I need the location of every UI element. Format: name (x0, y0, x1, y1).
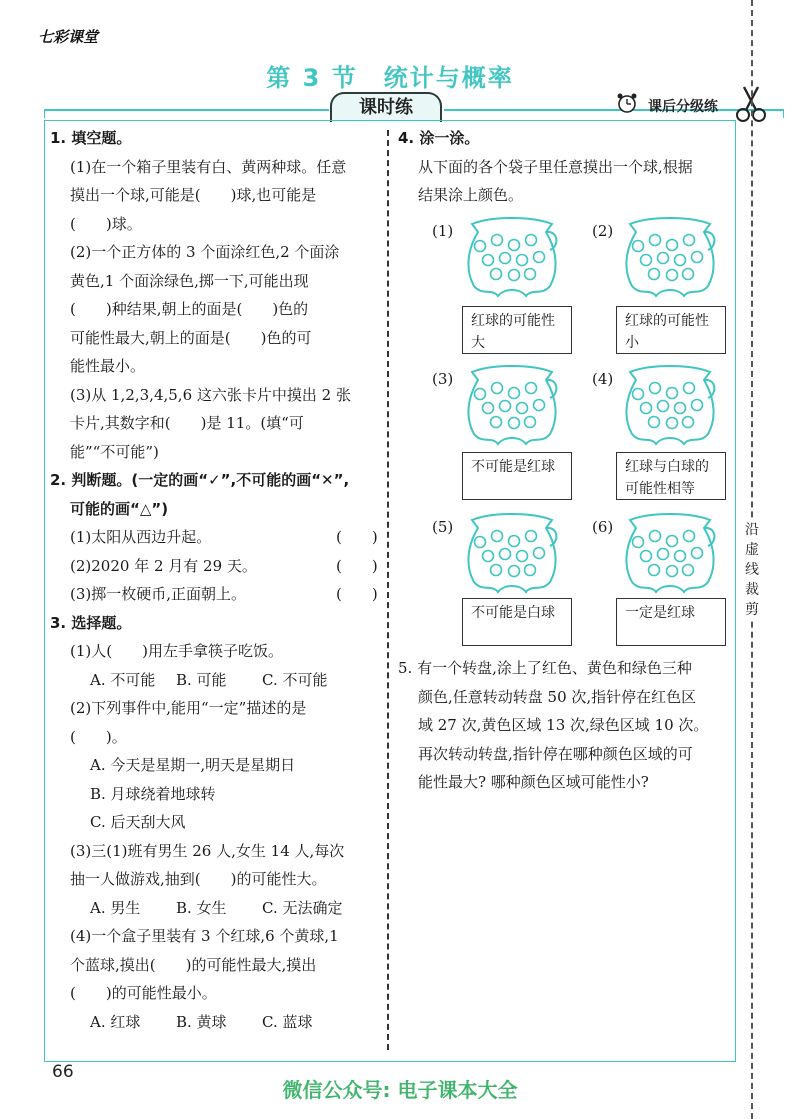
ball[interactable] (509, 240, 520, 251)
q3-sub: 个蓝球,摸出( )的可能性最大,摸出 (70, 955, 317, 974)
ball[interactable] (525, 417, 536, 428)
q2-heading: 2. 判断题。(一定的画“✓”,不可能的画“✕”, (50, 471, 350, 489)
right-column (398, 124, 730, 210)
ball[interactable] (667, 566, 678, 577)
alarm-clock-icon (616, 92, 638, 114)
ball[interactable] (675, 255, 686, 266)
ball[interactable] (675, 403, 686, 414)
ball[interactable] (475, 241, 486, 252)
q5-line: 颜色,任意转动转盘 50 次,指针停在红色区 (418, 687, 697, 706)
answer-paren[interactable]: ( ) (336, 585, 378, 603)
ball[interactable] (650, 235, 661, 246)
column-divider (387, 130, 389, 1050)
q3-option[interactable]: A. 今天是星期一,明天是星期日 (90, 756, 296, 774)
q5-line: 域 27 次,黄色区域 13 次,绿色区域 10 次。 (418, 716, 709, 734)
bag-number: (1) (432, 222, 454, 240)
q2-item: (3)掷一枚硬币,正面朝上。 ( ) (50, 580, 382, 609)
ball[interactable] (509, 566, 520, 577)
ball[interactable] (483, 403, 494, 414)
q3-option[interactable]: B. 月球绕着地球转 (90, 784, 216, 803)
ball[interactable] (491, 417, 502, 428)
ball[interactable] (658, 401, 669, 412)
ball[interactable] (509, 270, 520, 281)
cut-note: 沿虚线裁剪 (742, 520, 762, 620)
ball[interactable] (641, 255, 652, 266)
ball-bag-icon (620, 360, 720, 450)
ball[interactable] (509, 418, 520, 429)
q3-sub: (2)下列事件中,能用“一定”描述的是 (70, 699, 307, 717)
ball[interactable] (492, 383, 503, 394)
bag-number: (6) (592, 518, 614, 536)
left-column (50, 124, 382, 1036)
bag-caption: 一定是红球 (616, 598, 726, 646)
ball[interactable] (475, 537, 486, 548)
q3-options: A. 不可能 B. 可能 C. 不可能 (90, 670, 328, 689)
q3-options: A. 男生 B. 女生 C. 无法确定 (90, 898, 343, 917)
ball[interactable] (684, 235, 695, 246)
ball[interactable] (683, 417, 694, 428)
ball[interactable] (667, 270, 678, 281)
ball[interactable] (658, 549, 669, 560)
q1-line: ( )种结果,朝上的面是( )色的 (70, 300, 309, 318)
ball[interactable] (692, 548, 703, 559)
q3-sub: 抽一人做游戏,抽到( )的可能性大。 (70, 870, 327, 888)
q1-heading: 1. 填空题。 (50, 129, 132, 147)
ball[interactable] (500, 253, 511, 264)
q5-line: 再次转动转盘,指针停在哪种颜色区域的可 (418, 744, 693, 763)
q4-line: 结果涂上颜色。 (418, 186, 524, 204)
ball[interactable] (517, 551, 528, 562)
ball[interactable] (683, 269, 694, 280)
ball[interactable] (633, 537, 644, 548)
bag-number: (5) (432, 518, 454, 536)
q3-heading: 3. 选择题。 (50, 613, 132, 632)
ball[interactable] (517, 403, 528, 414)
ball[interactable] (650, 531, 661, 542)
q1-line: 黄色,1 个面涂绿色,掷一下,可能出现 (70, 271, 309, 290)
page-number: 66 (52, 1062, 74, 1082)
ball[interactable] (509, 536, 520, 547)
ball[interactable] (500, 549, 511, 560)
ball[interactable] (649, 417, 660, 428)
q4-line: 从下面的各个袋子里任意摸出一个球,根据 (418, 157, 693, 176)
q1-line: (1)在一个箱子里装有白、黄两种球。任意 (70, 157, 347, 176)
ball[interactable] (633, 389, 644, 400)
ball[interactable] (475, 389, 486, 400)
ball[interactable] (667, 240, 678, 251)
ball[interactable] (491, 269, 502, 280)
q3-sub: ( )。 (70, 727, 127, 746)
q1-line: 摸出一个球,可能是( )球,也可能是 (70, 186, 317, 204)
q4-heading: 4. 涂一涂。 (398, 129, 480, 147)
ball[interactable] (641, 403, 652, 414)
ball[interactable] (649, 565, 660, 576)
q2-heading-cont: 可能的画“△”) (70, 499, 169, 518)
q3-sub: (1)人( )用左手拿筷子吃饭。 (70, 642, 283, 660)
ball[interactable] (684, 531, 695, 542)
aux-label: 课后分级练 (648, 99, 718, 115)
ball[interactable] (525, 269, 536, 280)
q2-item: (2)2020 年 2 月有 29 天。 ( ) (50, 552, 382, 581)
bag-number: (2) (592, 222, 614, 240)
ball[interactable] (483, 255, 494, 266)
ball[interactable] (650, 383, 661, 394)
ball[interactable] (683, 565, 694, 576)
answer-paren[interactable]: ( ) (336, 528, 378, 546)
ball-bag-icon (462, 360, 562, 450)
q1-line: 能”“不可能”) (70, 442, 159, 461)
q3-option[interactable]: C. 后天刮大风 (90, 813, 186, 831)
ball[interactable] (500, 401, 511, 412)
ball[interactable] (534, 252, 545, 263)
bag-caption: 不可能是白球 (462, 598, 572, 646)
lesson-badge: 课时练 (330, 92, 442, 122)
bag-number: (3) (432, 370, 454, 388)
footer-watermark: 微信公众号: 电子课本大全 (282, 1078, 518, 1102)
ball[interactable] (641, 551, 652, 562)
ball[interactable] (684, 383, 695, 394)
q5-line: 5. 有一个转盘,涂上了红色、黄色和绿色三种 (398, 659, 692, 677)
ball[interactable] (692, 252, 703, 263)
ball[interactable] (509, 388, 520, 399)
q5-block (398, 654, 730, 797)
bag-number: (4) (592, 370, 614, 388)
q1-line: (3)从 1,2,3,4,5,6 这六张卡片中摸出 2 张 (70, 385, 351, 404)
ball[interactable] (534, 400, 545, 411)
ball[interactable] (526, 383, 537, 394)
ball[interactable] (526, 235, 537, 246)
q1-line: (2)一个正方体的 3 个面涂红色,2 个面涂 (70, 243, 340, 261)
bag-caption: 红球与白球的可能性相等 (616, 452, 726, 500)
ball[interactable] (667, 388, 678, 399)
q1-line: 卡片,其数字和( )是 11。(填“可 (70, 414, 304, 432)
q3-sub: (3)三(1)班有男生 26 人,女生 14 人,每次 (70, 841, 345, 860)
q3-options: A. 红球 B. 黄球 C. 蓝球 (90, 1012, 313, 1031)
answer-paren[interactable]: ( ) (336, 556, 378, 575)
ball[interactable] (633, 241, 644, 252)
brand-logo: 七彩课堂 (38, 28, 99, 46)
ball[interactable] (675, 551, 686, 562)
section-title: 第 3 节 统计与概率 (266, 64, 514, 92)
ball-bag-icon (620, 212, 720, 302)
ball-bag-icon (462, 212, 562, 302)
ball-bag-icon (462, 508, 562, 598)
ball[interactable] (692, 400, 703, 411)
ball[interactable] (526, 531, 537, 542)
ball[interactable] (492, 531, 503, 542)
q1-line: ( )球。 (70, 214, 142, 233)
ball[interactable] (525, 565, 536, 576)
ball[interactable] (649, 269, 660, 280)
ball[interactable] (667, 418, 678, 429)
ball[interactable] (517, 255, 528, 266)
ball[interactable] (658, 253, 669, 264)
ball-bag-icon (620, 508, 720, 598)
q2-item: (1)太阳从西边升起。 ( ) (50, 523, 382, 552)
ball[interactable] (667, 536, 678, 547)
q3-sub: (4)一个盒子里装有 3 个红球,6 个黄球,1 (70, 927, 339, 945)
ball[interactable] (483, 551, 494, 562)
q3-sub: ( )的可能性最小。 (70, 984, 217, 1002)
bag-caption: 不可能是红球 (462, 452, 572, 500)
q5-line: 能性最大? 哪种颜色区域可能性小? (418, 773, 649, 791)
q1-line: 可能性最大,朝上的面是( )色的可 (70, 328, 312, 347)
ball[interactable] (534, 548, 545, 559)
bag-caption: 红球的可能性小 (616, 306, 726, 354)
ball[interactable] (491, 565, 502, 576)
bag-caption: 红球的可能性大 (462, 306, 572, 354)
ball[interactable] (492, 235, 503, 246)
q1-line: 能性最小。 (70, 357, 146, 375)
